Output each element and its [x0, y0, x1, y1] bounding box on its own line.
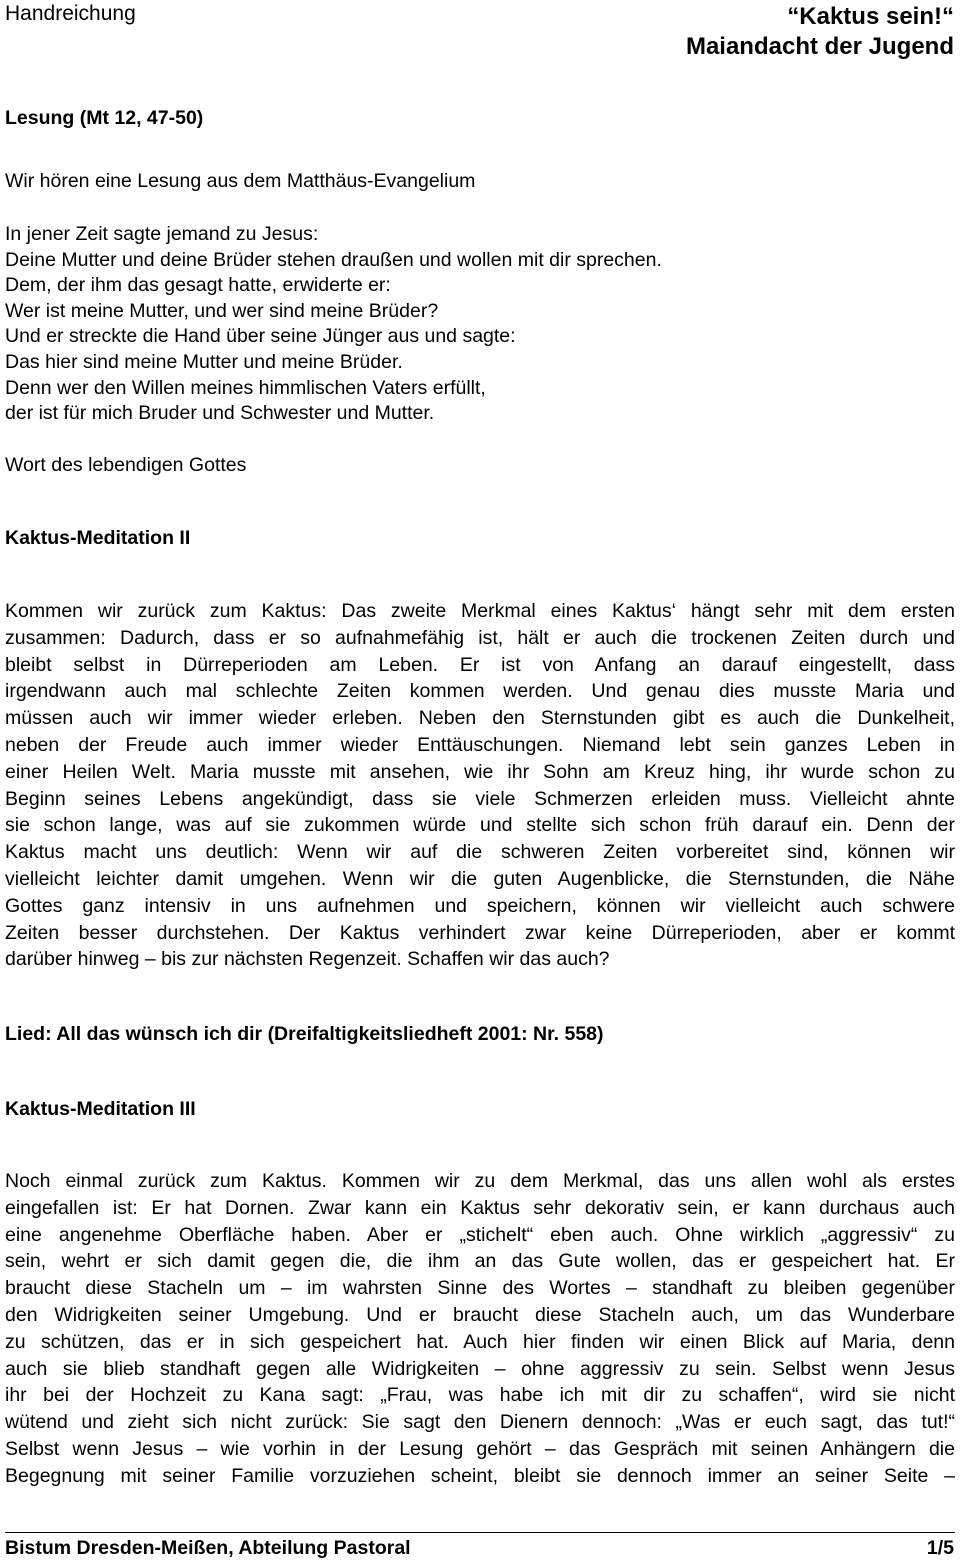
text-line: Kommen wir zurück zum Kaktus: Das zweite Merkmal eines Kaktus‘ hängt sehr mit dem ersten: [5, 600, 955, 622]
document-title: [686, 2, 954, 62]
header-label: Handreichung: [5, 2, 136, 25]
meditation-3-heading: Kaktus-Meditation III: [5, 1098, 196, 1120]
text-line: den Widrigkeiten seiner Umgebung. Und er braucht diese Stacheln auch, um das Wunderbare: [5, 1303, 955, 1326]
text-line: ihr bei der Hochzeit zu Kana sagt: „Frau, was habe ich mit dir zu schaffen“, wird sie nicht: [5, 1384, 955, 1407]
footer-divider: [5, 1532, 955, 1533]
text-line: Das hier sind meine Mutter und meine Brüder.: [5, 350, 403, 373]
text-line: neben der Freude auch immer wieder Enttäuschungen. Niemand lebt sein ganzes Leben in: [5, 733, 955, 756]
text-line: Zeiten besser durchstehen. Der Kaktus verhindert zwar keine Dürreperioden, aber er kommt: [5, 921, 955, 944]
text-line: der ist für mich Bruder und Schwester und Mutter.: [5, 402, 435, 425]
text-line: bleibt selbst in Dürreperioden am Leben. Er ist von Anfang an darauf eingestellt, dass: [5, 653, 955, 676]
text-line: Und er streckte die Hand über seine Jünger aus und sagte:: [5, 325, 516, 348]
text-line: zu schützen, das er in sich gespeichert hat. Auch hier finden wir einen Blick auf Maria, denn: [5, 1330, 955, 1353]
meditation-2-heading: Kaktus-Meditation II: [5, 527, 191, 549]
text-line: Begegnung mit seiner Familie vorzuziehen scheint, bleibt sie dennoch immer an seiner Seite –: [5, 1464, 955, 1487]
text-line: sein, wehrt er sich damit gegen die, die ihm an das Gute wollen, das er gespeichert hat. Er: [5, 1250, 955, 1273]
text-line: zusammen: Dadurch, dass er so aufnahmefähig ist, hält er auch die trockenen Zeiten durch und: [5, 626, 955, 649]
meditation-3-text: [5, 1168, 955, 1490]
text-line: Denn wer den Willen meines himmlischen Vaters erfüllt,: [5, 376, 486, 399]
lesung-intro: [5, 168, 955, 195]
lesung-text: [5, 222, 955, 427]
text-line: einer Heilen Welt. Maria musste mit ansehen, wie ihr Sohn am Kreuz hing, ihr wurde schon zu: [5, 760, 955, 783]
text-line: In jener Zeit sagte jemand zu Jesus:: [5, 223, 319, 245]
text-line: Kaktus macht uns deutlich: Wenn wir auf die schweren Zeiten vorbereitet sind, können wir: [5, 841, 955, 864]
lied-heading: Lied: All das wünsch ich dir (Dreifaltigkeitsliedheft 2001: Nr. 558): [5, 1023, 604, 1045]
text-line: Deine Mutter und deine Brüder stehen draußen und wollen mit dir sprechen.: [5, 248, 662, 271]
title-line-2: Maiandacht der Jugend: [685, 33, 954, 60]
text-line: sie schon lange, was auf sie zukommen würde und stellte sich schon früh darauf ein. Denn der: [5, 814, 955, 837]
title-line-1: “Kaktus sein!“: [787, 3, 954, 30]
page-number: 1/5: [926, 1537, 954, 1559]
text-line: Gottes ganz intensiv in uns aufnehmen und speichern, können wir vielleicht auch schwere: [5, 894, 955, 917]
lesung-closing: [5, 452, 955, 479]
text-line: wütend und zieht sich nicht zurück: Sie sagt den Dienern dennoch: „Was er euch sagt, das tut!“: [5, 1411, 955, 1434]
text-line: auch sie blieb standhaft gegen alle Widrigkeiten – ohne aggressiv zu sein. Selbst wenn Jesus: [5, 1357, 955, 1380]
text-line: müssen auch wir immer wieder erleben. Neben den Sternstunden gibt es auch die Dunkelheit,: [5, 707, 955, 730]
text-line: Selbst wenn Jesus – wie vorhin in der Lesung gehört – das Gespräch mit seinen Anhängern die: [5, 1437, 955, 1460]
text-line: eine angenehme Oberfläche haben. Aber er „stichelt“ eben auch. Ohne wirklich „aggressiv“ zu: [5, 1223, 955, 1246]
text-line: Noch einmal zurück zum Kaktus. Kommen wir zu dem Merkmal, das uns allen wohl als erstes: [5, 1170, 955, 1192]
text-line: vielleicht leichter damit umgehen. Wenn wir die guten Augenblicke, die Sternstunden, die Nähe: [5, 867, 955, 890]
text-line: Beginn seines Lebens angekündigt, dass sie viele Schmerzen erleiden muss. Vielleicht ahnte: [5, 787, 955, 810]
text-line: Wort des lebendigen Gottes: [5, 454, 247, 476]
text-line: irgendwann auch mal schlechte Zeiten kommen werden. Und genau dies musste Maria und: [5, 680, 955, 703]
footer-organization: Bistum Dresden-Meißen, Abteilung Pastoral: [5, 1537, 411, 1559]
text-line: Wer ist meine Mutter, und wer sind meine Brüder?: [5, 299, 439, 322]
lesung-heading: Lesung (Mt 12, 47-50): [5, 107, 204, 129]
text-line: Wir hören eine Lesung aus dem Matthäus-Evangelium: [5, 170, 476, 192]
text-line: eingefallen ist: Er hat Dornen. Zwar kann ein Kaktus sehr dekorativ sein, er kann durchaus auch: [5, 1196, 955, 1219]
meditation-2-text: [5, 598, 955, 973]
text-line: darüber hinweg – bis zur nächsten Regenzeit. Schaffen wir das auch?: [5, 948, 610, 971]
text-line: Dem, der ihm das gesagt hatte, erwiderte er:: [5, 274, 391, 297]
text-line: braucht diese Stacheln um – im wahrsten Sinne des Wortes – standhaft zu bleiben gegenüber: [5, 1277, 955, 1300]
